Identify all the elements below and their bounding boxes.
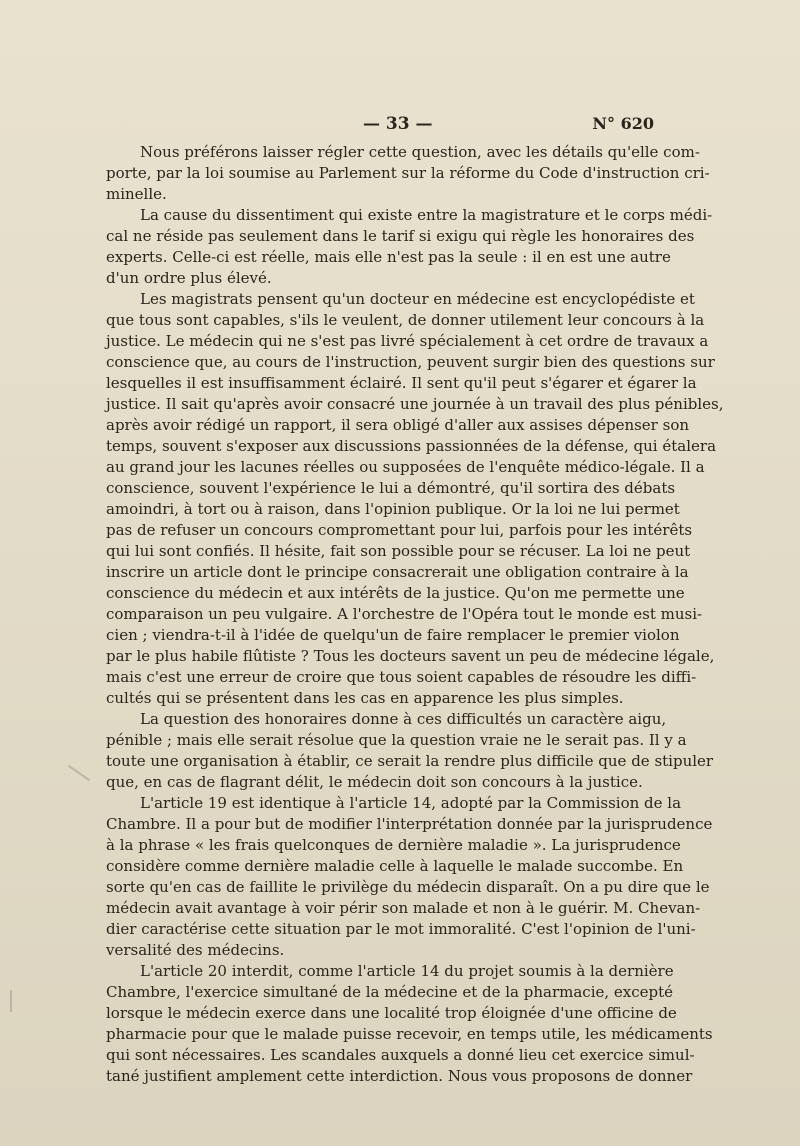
text-line: justice. Le médecin qui ne s'est pas livré spécialement à cet ordre de travaux a [106, 332, 709, 350]
text-line: La question des honoraires donne à ces difficultés un caractère aigu, [140, 710, 667, 728]
document-number: N° 620 [592, 114, 654, 133]
text-line: médecin avait avantage à voir périr son malade et non à le guérir. M. Chevan- [106, 899, 701, 917]
text-line: sorte qu'en cas de faillite le privilège du médecin disparaît. On a pu dire que le [106, 878, 710, 896]
text-line: cal ne réside pas seulement dans le tarif si exigu qui règle les honoraires des [106, 227, 695, 245]
text-line: qui sont nécessaires. Les scandales auxquels a donné lieu cet exercice simul- [106, 1046, 695, 1064]
text-line: conscience que, au cours de l'instruction, peuvent surgir bien des questions sur [106, 353, 715, 371]
text-line: lesquelles il est insuffisamment éclairé. Il sent qu'il peut s'égarer et égarer la [106, 374, 697, 392]
text-line: pas de refuser un concours compromettant pour lui, parfois pour les intérêts [106, 521, 693, 539]
text-line: d'un ordre plus élevé. [106, 269, 272, 287]
text-line: justice. Il sait qu'après avoir consacré une journée à un travail des plus pénibles, [106, 395, 724, 413]
text-line: L'article 20 interdit, comme l'article 14 du projet soumis à la dernière [140, 962, 674, 980]
text-line: conscience du médecin et aux intérêts de la justice. Qu'on me permette une [106, 584, 685, 602]
text-line: mais c'est une erreur de croire que tous soient capables de résoudre les diffi- [106, 668, 697, 686]
body-text [106, 142, 724, 1087]
text-line: Chambre. Il a pour but de modifier l'interprétation donnée par la jurisprudence [106, 815, 713, 833]
text-line: toute une organisation à établir, ce serait la rendre plus difficile que de stipuler [106, 752, 714, 770]
text-line: pharmacie pour que le malade puisse recevoir, en temps utile, les médicaments [106, 1025, 713, 1043]
text-line: versalité des médecins. [106, 941, 285, 959]
text-line: experts. Celle-ci est réelle, mais elle n'est pas la seule : il en est une autre [106, 248, 671, 266]
text-line: qui lui sont confiés. Il hésite, fait son possible pour se récuser. La loi ne peut [106, 542, 691, 560]
text-line: temps, souvent s'exposer aux discussions passionnées de la défense, qui étalera [106, 437, 717, 455]
scan-mark [68, 765, 90, 782]
text-line: cultés qui se présentent dans les cas en apparence les plus simples. [106, 689, 624, 707]
text-line: porte, par la loi soumise au Parlement sur la réforme du Code d'instruction cri- [106, 164, 710, 182]
text-line: Nous préférons laisser régler cette question, avec les détails qu'elle com- [140, 143, 700, 161]
text-line: dier caractérise cette situation par le mot immoralité. C'est l'opinion de l'uni- [106, 920, 696, 938]
text-line: que, en cas de flagrant délit, le médecin doit son concours à la justice. [106, 773, 643, 791]
page-header [108, 113, 654, 135]
text-line: par le plus habile flûtiste ? Tous les docteurs savent un peu de médecine légale, [106, 647, 715, 665]
text-line: à la phrase « les frais quelconques de dernière maladie ». La jurisprudence [106, 836, 681, 854]
page-number: — 33 — [363, 114, 433, 134]
text-line: au grand jour les lacunes réelles ou supposées de l'enquête médico-légale. Il a [106, 458, 705, 476]
text-line: amoindri, à tort ou à raison, dans l'opinion publique. Or la loi ne lui permet [106, 500, 680, 518]
text-line: Chambre, l'exercice simultané de la médecine et de la pharmacie, excepté [106, 983, 674, 1001]
text-line: L'article 19 est identique à l'article 14, adopté par la Commission de la [140, 794, 682, 812]
text-line: tané justifient amplement cette interdiction. Nous vous proposons de donner [106, 1067, 693, 1085]
text-line: La cause du dissentiment qui existe entre la magistrature et le corps médi- [140, 206, 713, 224]
text-line: considère comme dernière maladie celle à laquelle le malade succombe. En [106, 857, 684, 875]
text-line: que tous sont capables, s'ils le veulent, de donner utilement leur concours à la [106, 311, 705, 329]
text-line: conscience, souvent l'expérience le lui a démontré, qu'il sortira des débats [106, 479, 676, 497]
text-line: cien ; viendra-t-il à l'idée de quelqu'un de faire remplacer le premier violon [106, 626, 680, 644]
text-line: inscrire un article dont le principe consacrerait une obligation contraire à la [106, 563, 689, 581]
text-line: après avoir rédigé un rapport, il sera obligé d'aller aux assises dépenser son [106, 416, 690, 434]
text-line: pénible ; mais elle serait résolue que la question vraie ne le serait pas. Il y a [106, 731, 687, 749]
scan-mark [10, 990, 12, 1012]
text-line: lorsque le médecin exerce dans une localité trop éloignée d'une officine de [106, 1004, 677, 1022]
text-line: comparaison un peu vulgaire. A l'orchestre de l'Opéra tout le monde est musi- [106, 605, 703, 623]
text-line: Les magistrats pensent qu'un docteur en médecine est encyclopédiste et [140, 290, 695, 308]
text-line: minelle. [106, 185, 167, 203]
